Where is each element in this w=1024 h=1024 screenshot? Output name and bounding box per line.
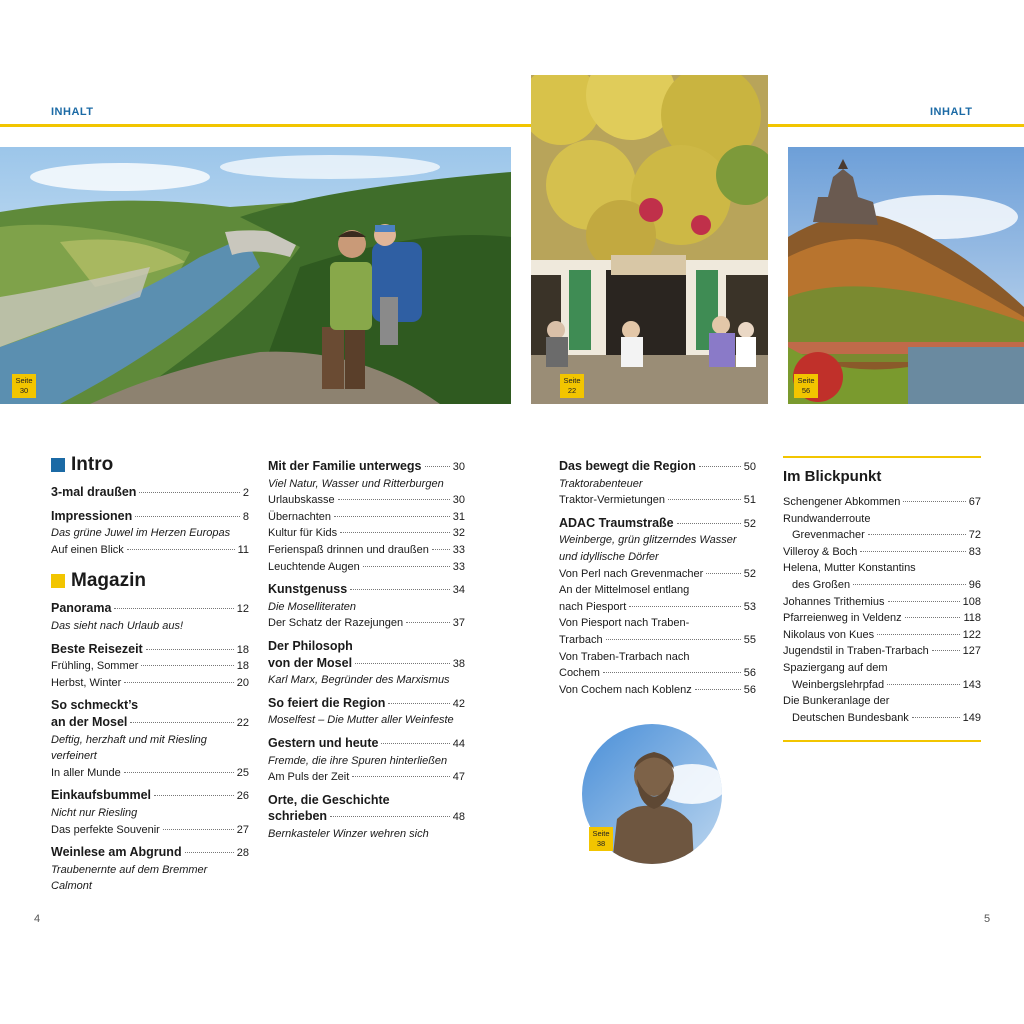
toc-entry-page: 33: [452, 543, 465, 556]
toc-entry-page: 28: [236, 847, 249, 860]
toc-entry-label: Kunstgenuss: [268, 582, 348, 597]
leader-dots: [699, 466, 741, 467]
toc-entry-label: Das perfekte Souvenir: [51, 823, 160, 836]
toc-entry-page: 34: [452, 584, 465, 597]
toc-column-1: [51, 454, 249, 895]
header-rule-left: [0, 124, 531, 127]
toc-entry: Karl Marx, Begründer des Marxismus: [268, 674, 450, 687]
toc-entry: [51, 484, 249, 502]
toc-entry-label: Von Cochem nach Koblenz: [559, 683, 692, 696]
toc-entry-label: Impressionen: [51, 508, 133, 523]
toc-entry-page: 30: [452, 494, 465, 507]
toc-entry: [51, 765, 249, 782]
toc-entry: Deftig, herzhaft und mit Riesling: [51, 733, 207, 746]
section-intro-title: Intro: [71, 454, 114, 475]
toc-entry-label: Urlaubskasse: [268, 494, 335, 507]
badge-seite-56: [794, 374, 818, 398]
toc-entry: [51, 508, 249, 526]
leader-dots: [677, 523, 741, 524]
toc-entry: [783, 577, 981, 594]
toc-entry: An der Mittelmosel entlang: [559, 584, 690, 597]
leader-dots: [130, 722, 233, 723]
toc-entry: [559, 682, 756, 699]
leader-dots: [877, 634, 960, 635]
toc-entry: [51, 714, 249, 732]
toc-entry: [268, 655, 465, 673]
toc-entry-page: 22: [236, 716, 249, 729]
toc-entry: verfeinert: [51, 750, 97, 763]
badge-seite-38: [589, 827, 613, 851]
toc-entry: So schmeckt’s: [51, 698, 139, 713]
toc-entry: [783, 544, 981, 561]
toc-entry-page: 2: [242, 487, 249, 499]
toc-entry: [51, 675, 249, 692]
toc-entry: [51, 542, 249, 559]
badge-label: Seite: [797, 376, 815, 385]
toc-entry: Von Traben-Trarbach nach: [559, 650, 690, 663]
toc-entry: [268, 559, 465, 576]
leader-dots: [425, 466, 450, 467]
toc-entry-page: 26: [236, 790, 249, 803]
toc-entry-label: Pfarreienweg in Veldenz: [783, 612, 902, 625]
toc-entry-label: In aller Munde: [51, 766, 121, 779]
leader-dots: [330, 816, 450, 817]
toc-entry: [268, 735, 465, 753]
toc-entry-page: 143: [962, 678, 981, 691]
toc-entry: [783, 494, 981, 511]
leader-dots: [887, 684, 960, 685]
badge-page: 38: [596, 839, 606, 848]
toc-entry: [783, 627, 981, 644]
toc-entry: [268, 808, 465, 826]
toc-entry-label: nach Piesport: [559, 600, 627, 613]
blickpunkt-title: Im Blickpunkt: [783, 468, 882, 485]
toc-entry-page: 50: [743, 461, 756, 473]
toc-entry-page: 51: [743, 494, 756, 507]
toc-entry: Bernkasteler Winzer wehren sich: [268, 827, 429, 840]
page-number-left: 4: [34, 913, 41, 925]
toc-entry-label: Von Perl nach Grevenmacher: [559, 567, 704, 580]
toc-entry-page: 38: [452, 657, 465, 670]
page-number-right: 5: [984, 913, 991, 925]
toc-entry: [268, 695, 465, 713]
toc-entry-page: 83: [968, 545, 981, 558]
leader-dots: [127, 549, 235, 550]
leader-dots: [114, 608, 233, 609]
toc-entry-page: 18: [236, 643, 249, 656]
toc-entry: [783, 610, 981, 627]
toc-entry-label: Kultur für Kids: [268, 527, 338, 540]
toc-entry-page: 48: [452, 811, 465, 824]
badge-page: 22: [567, 386, 577, 395]
toc-entry-page: 32: [452, 527, 465, 540]
leader-dots: [355, 663, 450, 664]
toc-entry-label: Das bewegt die Region: [559, 459, 696, 473]
header-right: INHALT: [930, 106, 973, 118]
leader-dots: [135, 516, 240, 517]
toc-entry-label: Gestern und heute: [268, 735, 379, 750]
leader-dots: [706, 573, 740, 574]
leader-dots: [912, 717, 960, 718]
leader-dots: [185, 852, 234, 853]
leader-dots: [668, 499, 741, 500]
toc-entry-label: Trarbach: [559, 633, 603, 646]
toc-entry-label: ADAC Traumstraße: [559, 515, 674, 530]
toc-entry: und idyllische Dörfer: [559, 550, 659, 563]
toc-entry: [559, 665, 756, 682]
toc-entry-label: Frühling, Sommer: [51, 660, 139, 673]
toc-entry-page: 44: [452, 737, 465, 750]
badge-label: Seite: [563, 376, 581, 385]
toc-entry: Die Moselliteraten: [268, 600, 357, 613]
leader-dots: [432, 549, 450, 550]
toc-entry: [268, 542, 465, 559]
toc-entry: Rundwanderroute: [783, 512, 871, 525]
toc-entry: [559, 632, 756, 649]
toc-entry-label: Einkaufsbummel: [51, 788, 152, 803]
toc-entry-page: 20: [236, 676, 249, 689]
toc-entry-label: Panorama: [51, 601, 112, 616]
toc-entry: Traktorabenteuer: [559, 477, 643, 490]
toc-entry-label: Traktor-Vermietungen: [559, 494, 665, 507]
toc-entry: [51, 600, 249, 618]
badge-label: Seite: [15, 376, 33, 385]
toc-entry: Fremde, die ihre Spuren hinterließen: [268, 754, 448, 767]
toc-entry: [783, 527, 981, 544]
toc-entry-label: schrieben: [268, 809, 328, 824]
toc-entry-page: 108: [962, 595, 981, 608]
toc-entry-label: So feiert die Region: [268, 695, 386, 710]
toc-entry-page: 56: [743, 667, 756, 680]
toc-entry-page: 67: [968, 496, 981, 508]
leader-dots: [381, 743, 449, 744]
badge-label: Seite: [592, 829, 610, 838]
section-intro: [51, 454, 249, 476]
badge-page: 56: [801, 386, 811, 395]
toc-entry: Spaziergang auf dem: [783, 661, 888, 674]
toc-entry-label: Ferienspaß drinnen und draußen: [268, 543, 429, 556]
toc-entry-label: Leuchtende Augen: [268, 560, 360, 573]
toc-entry-page: 30: [452, 461, 465, 473]
toc-entry-label: Mit der Familie unterwegs: [268, 459, 422, 473]
toc-entry-label: Am Puls der Zeit: [268, 771, 350, 784]
section-magazin-title: Magazin: [71, 570, 146, 592]
toc-entry: [268, 509, 465, 526]
leader-dots: [141, 665, 233, 666]
toc-entry-label: von der Mosel: [268, 655, 353, 670]
blickpunkt-rule-bottom: [783, 740, 981, 742]
leader-dots: [124, 772, 234, 773]
toc-entry-page: 47: [452, 771, 465, 784]
toc-entry-label: Grevenmacher: [792, 529, 865, 542]
leader-dots: [932, 650, 960, 651]
toc-entry: Von Piesport nach Traben-: [559, 617, 690, 630]
toc-entry-label: Deutschen Bundesbank: [792, 711, 909, 724]
toc-entry-page: 42: [452, 697, 465, 710]
photo-wine-tavern: [531, 75, 768, 404]
toc-entry: [783, 677, 981, 694]
toc-entry-page: 72: [968, 529, 981, 542]
blickpunkt-rule-top: [783, 456, 981, 458]
leader-dots: [352, 776, 449, 777]
toc-entry: Traubenernte auf dem Bremmer: [51, 863, 208, 876]
badge-seite-30: [12, 374, 36, 398]
toc-entry: [559, 566, 756, 583]
toc-entry-page: 55: [743, 633, 756, 646]
leader-dots: [868, 534, 966, 535]
toc-column-2: [268, 458, 465, 842]
toc-entry-label: Der Schatz der Razejungen: [268, 617, 404, 630]
toc-entry: [268, 615, 465, 632]
toc-entry-label: Auf einen Blick: [51, 543, 124, 556]
toc-entry-page: 53: [743, 600, 756, 613]
toc-entry: [783, 643, 981, 660]
toc-entry-label: Übernachten: [268, 510, 331, 523]
toc-entry: [559, 515, 756, 533]
toc-entry: [268, 492, 465, 509]
toc-entry: Moselfest – Die Mutter aller Weinfeste: [268, 714, 454, 727]
leader-dots: [603, 672, 741, 673]
toc-entry-page: 56: [743, 683, 756, 696]
toc-entry-label: Beste Reisezeit: [51, 641, 143, 656]
header-left: INHALT: [51, 106, 94, 118]
leader-dots: [334, 516, 450, 517]
toc-entry: [51, 658, 249, 675]
toc-entry-label: Weinlese am Abgrund: [51, 845, 182, 860]
leader-dots: [124, 682, 233, 683]
toc-entry-label: Weinbergslehrpfad: [792, 678, 885, 691]
leader-dots: [860, 551, 965, 552]
section-magazin: [51, 570, 249, 592]
toc-entry: [51, 822, 249, 839]
toc-entry: [268, 458, 465, 476]
leader-dots: [406, 622, 450, 623]
toc-entry-page: 27: [236, 823, 249, 836]
toc-entry-page: 18: [236, 660, 249, 673]
toc-entry: [783, 710, 981, 727]
toc-entry-label: Villeroy & Boch: [783, 545, 858, 558]
toc-entry: Viel Natur, Wasser und Ritterburgen: [268, 477, 444, 490]
toc-entry: [268, 525, 465, 542]
toc-entry: [268, 769, 465, 786]
leader-dots: [154, 795, 234, 796]
leader-dots: [388, 703, 449, 704]
header-rule-right: [768, 124, 1024, 127]
leader-dots: [146, 649, 234, 650]
toc-entry-page: 52: [743, 517, 756, 530]
toc-entry-page: 37: [452, 617, 465, 630]
leader-dots: [338, 499, 450, 500]
toc-entry-page: 118: [963, 612, 981, 625]
leader-dots: [350, 589, 450, 590]
toc-entry-label: Nikolaus von Kues: [783, 628, 875, 641]
toc-column-4: [783, 468, 981, 726]
leader-dots: [340, 532, 450, 533]
toc-entry-page: 12: [236, 603, 249, 616]
toc-entry: [51, 787, 249, 805]
toc-entry: [268, 581, 465, 599]
toc-entry: Nicht nur Riesling: [51, 806, 138, 819]
photo-moselle-hikers: [0, 147, 511, 404]
leader-dots: [903, 501, 965, 502]
toc-entry-label: an der Mosel: [51, 714, 128, 729]
toc-entry: Der Philosoph: [268, 638, 353, 653]
toc-entry: Das sieht nach Urlaub aus!: [51, 619, 184, 632]
toc-entry: [559, 599, 756, 616]
leader-dots: [695, 689, 741, 690]
toc-entry-page: 96: [968, 578, 981, 591]
toc-entry-page: 31: [452, 510, 465, 523]
toc-entry-page: 33: [452, 560, 465, 573]
toc-entry: Das grüne Juwel im Herzen Europas: [51, 527, 231, 540]
badge-page: 30: [19, 386, 29, 395]
photo-reichsburg-cochem: [788, 147, 1024, 404]
toc-entry: Helena, Mutter Konstantins: [783, 562, 916, 575]
toc-entry-page: 25: [236, 766, 249, 779]
toc-entry-page: 127: [962, 645, 981, 658]
toc-entry: Weinberge, grün glitzerndes Wasser: [559, 534, 737, 547]
toc-entry: Die Bunkeranlage der: [783, 695, 890, 708]
leader-dots: [905, 617, 961, 618]
leader-dots: [139, 492, 239, 493]
toc-entry-page: 8: [242, 510, 249, 523]
leader-dots: [629, 606, 740, 607]
toc-entry-page: 149: [962, 711, 981, 724]
toc-entry-page: 122: [962, 628, 981, 641]
toc-entry-label: Herbst, Winter: [51, 676, 122, 689]
toc-entry: [51, 641, 249, 659]
toc-entry-page: 11: [237, 543, 249, 556]
section-square-blue-icon: [51, 458, 65, 472]
toc-entry-label: des Großen: [792, 578, 851, 591]
toc-entry: [559, 458, 756, 476]
leader-dots: [363, 566, 450, 567]
toc-entry-page: 52: [743, 567, 756, 580]
toc-entry: Calmont: [51, 880, 92, 893]
leader-dots: [888, 601, 960, 602]
toc-entry-label: Jugendstil in Traben-Trarbach: [783, 645, 929, 658]
leader-dots: [853, 584, 966, 585]
toc-entry: [559, 492, 756, 509]
leader-dots: [606, 639, 741, 640]
toc-entry-label: Cochem: [559, 667, 600, 680]
toc-column-3: [559, 458, 756, 698]
section-square-yellow-icon: [51, 574, 65, 588]
toc-entry-label: Schengener Abkommen: [783, 496, 901, 508]
toc-entry: Orte, die Geschichte: [268, 792, 390, 807]
toc-entry: [783, 594, 981, 611]
toc-entry: [51, 844, 249, 862]
badge-seite-22: [560, 374, 584, 398]
toc-entry-label: 3-mal draußen: [51, 485, 137, 499]
toc-entry-label: Johannes Trithemius: [783, 595, 885, 608]
leader-dots: [163, 829, 234, 830]
